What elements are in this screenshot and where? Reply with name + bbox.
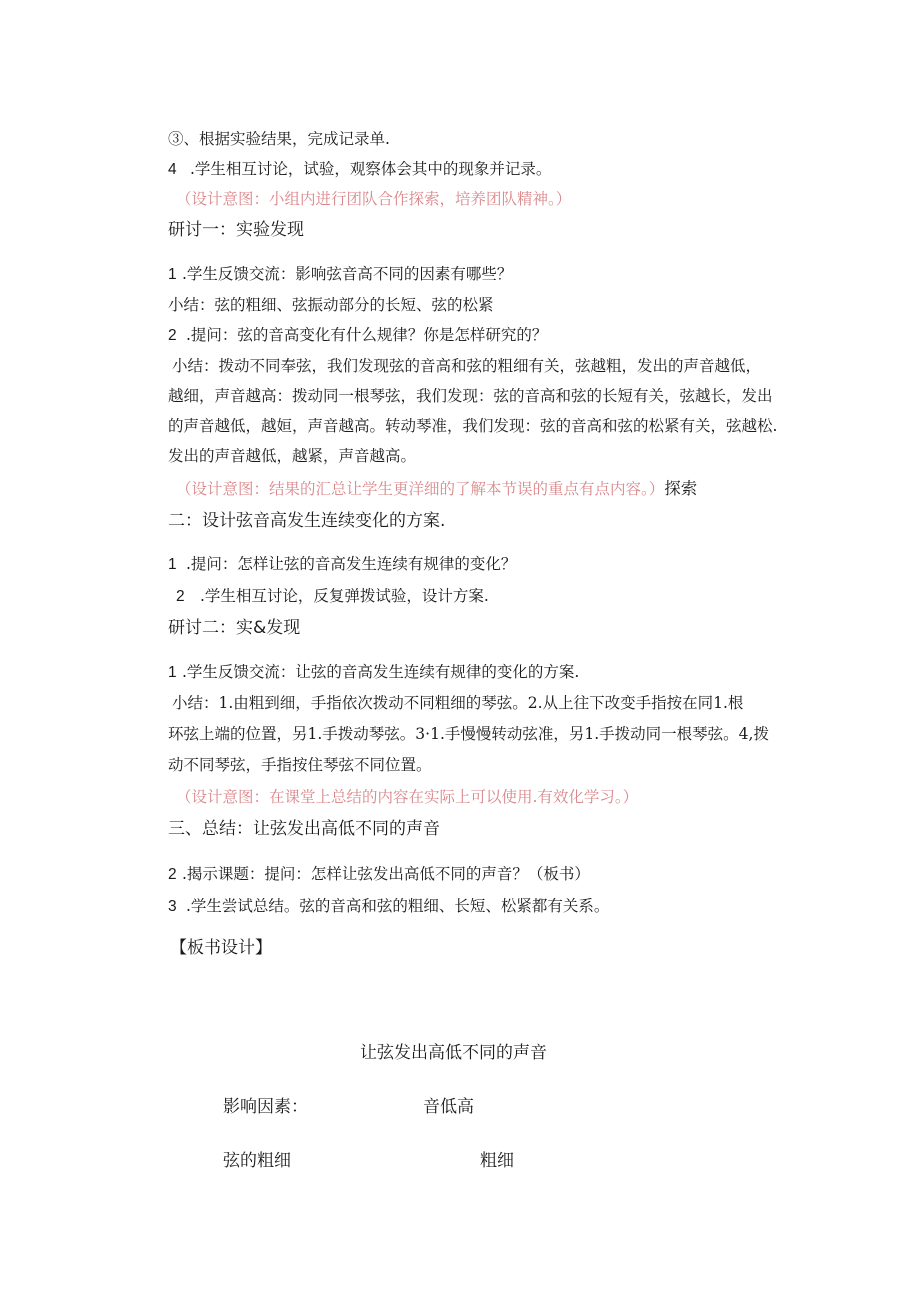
summary-paragraph-line: 发出的声音越低，越紧，声音越高。 [168,447,417,465]
section-heading-design: 二：设计弦音高发生连续变化的方案. [168,511,446,531]
board-factors-label: 影响因素： [223,1097,308,1117]
list-text: .学生相互讨论，反复弹拨试验，设计方案. [200,587,489,605]
list-number: 2 [176,588,185,605]
section-heading-discussion-1: 研讨一：实验发现 [168,220,304,240]
list-text: .学生反馈交流：影响弦音高不同的因素有哪些？ [182,265,513,283]
step-4-line [168,158,551,181]
summary-paragraph-line: 小结：拨动不同奉弦，我们发现弦的音高和弦的粗细有关，弦越粗，发出的声音越低， [172,357,762,375]
design-intent-note: （设计意图：在课堂上总结的内容在实际上可以使用.有效化学习。） [176,788,639,806]
board-row-left: 弦的粗细 [223,1151,291,1171]
list-item [168,263,512,286]
list-number: 1 [168,556,177,573]
board-design-heading: 【板书设计】 [170,938,272,958]
list-text: .提问：怎样让弦的音高发生连续有规律的变化？ [186,555,517,573]
summary-paragraph-line: 小结：1.由粗到细，手指依次拨动不同粗细的琴弦。2.从上往下改变手指按在同1.根 [172,694,744,712]
summary-paragraph-line: 环弦上端的位置，另1.手拨动琴弦。3·1.手慢慢转动弦准，另1.手拨动同一根琴弦。4,拨 [168,725,769,743]
list-text: .学生相互讨论，试验，观察体会其中的现象并记录。 [190,160,552,178]
list-number: 1 [168,266,177,283]
section-heading-discussion-2: 研讨二：实&发现 [168,618,301,638]
summary-paragraph-line: 动不同琴弦，手指按住琴弦不同位置。 [168,756,432,774]
explore-word: 探索 [664,479,698,498]
list-number: 4 [168,161,177,178]
list-item [168,863,590,886]
list-text: .学生反馈交流：让弦的音高发生连续有规律的变化的方案. [182,663,580,681]
list-text: .学生尝试总结。弦的音高和弦的粗细、长短、松紧都有关系。 [186,897,610,915]
design-intent-note: （设计意图：小组内进行团队合作探索，培养团队精神。） [176,190,572,208]
summary-paragraph-line: 的声音越低，越姮，声音越高。转动琴准，我们发现：弦的音高和弦的松紧有关，弦越松. [168,417,778,435]
list-text: .提问：弦的音高变化有什么规律？你是怎样研究的？ [186,326,548,344]
section-heading-summary: 三、总结：让弦发出高低不同的声音 [168,819,440,839]
list-item [176,585,489,608]
list-number: 3 [168,898,177,915]
list-item [168,324,547,347]
board-row-right: 粗细 [480,1151,514,1171]
list-text: .揭示课题：提问：怎样让弦发出高低不同的声音？（板书） [182,865,590,883]
list-item [168,895,609,918]
design-intent-note: （设计意图：结果的汇总让学生更洋细的了解本节误的重点有点内容。） [176,480,665,498]
list-number: 2 [168,866,177,883]
list-number: 1 [168,664,177,681]
design-intent-line [176,478,697,500]
list-item [168,553,516,576]
step-3-line: ③、根据实验结果，完成记录单. [168,130,390,148]
summary-paragraph-line: 越细，声音越高：拨动同一根琴弦，我们发现：弦的音高和弦的长短有关，弦越长，发出 [168,387,773,405]
list-item [168,661,579,684]
summary-line: 小结：弦的粗细、弦振动部分的长短、弦的松紧 [168,296,494,314]
board-pitch-label: 音低高 [423,1097,474,1117]
board-title: 让弦发出高低不同的声音 [360,1043,547,1063]
list-number: 2 [168,327,177,344]
